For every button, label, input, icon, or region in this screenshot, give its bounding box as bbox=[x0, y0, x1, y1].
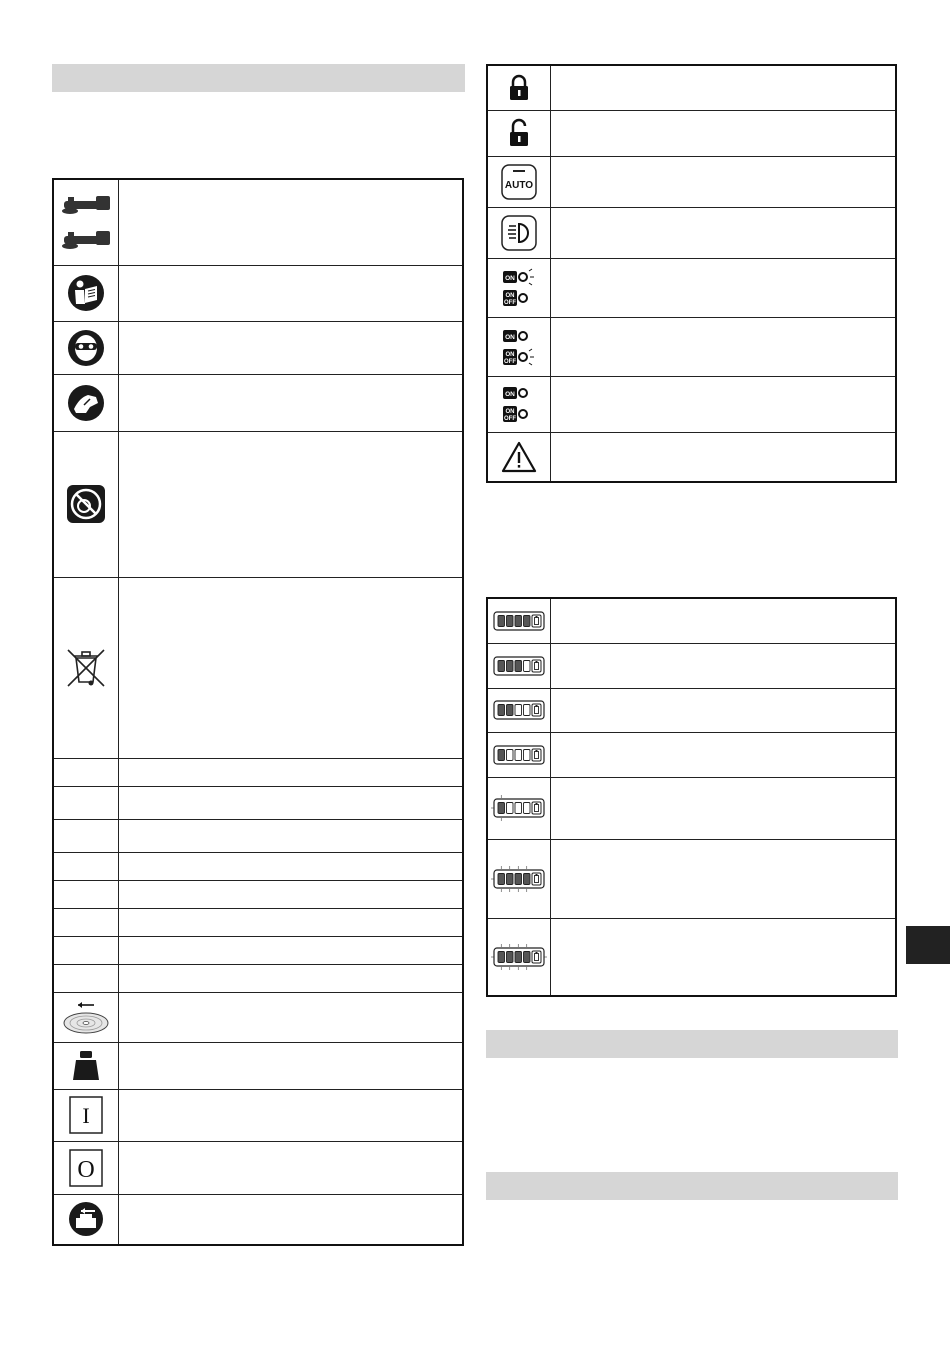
eye-protection-icon bbox=[66, 328, 106, 368]
svg-text:ON: ON bbox=[505, 409, 515, 415]
battery-level-icon bbox=[491, 695, 547, 725]
icon-cell bbox=[487, 598, 550, 643]
battery-level-icon bbox=[491, 740, 547, 770]
description-cell bbox=[550, 839, 896, 918]
table-row bbox=[53, 1089, 463, 1141]
table-row bbox=[53, 964, 463, 992]
table-row bbox=[53, 265, 463, 321]
icon-cell bbox=[53, 179, 118, 265]
table-row bbox=[487, 598, 896, 643]
description-cell bbox=[118, 1141, 463, 1194]
table-row bbox=[53, 819, 463, 852]
description-cell bbox=[118, 819, 463, 852]
description-cell bbox=[118, 936, 463, 964]
icon-cell bbox=[487, 376, 550, 432]
icon-cell bbox=[53, 819, 118, 852]
auto-button-icon bbox=[501, 164, 537, 200]
icon-cell bbox=[53, 880, 118, 908]
battery-level-icon bbox=[491, 864, 547, 894]
table-row bbox=[53, 786, 463, 819]
table-row bbox=[53, 908, 463, 936]
icon-cell bbox=[53, 374, 118, 431]
left-symbol-table bbox=[52, 178, 464, 1246]
table-row bbox=[53, 936, 463, 964]
icon-cell bbox=[53, 758, 118, 786]
description-cell bbox=[118, 758, 463, 786]
description-cell bbox=[550, 643, 896, 688]
description-cell bbox=[550, 598, 896, 643]
switch-on-icon bbox=[69, 1096, 103, 1134]
table-row bbox=[487, 65, 896, 110]
svg-text:ON: ON bbox=[505, 351, 515, 358]
battery-level-icon bbox=[491, 606, 547, 636]
battery-level-icon bbox=[491, 651, 547, 681]
icon-cell bbox=[487, 688, 550, 732]
icon-cell bbox=[487, 65, 550, 110]
icon-cell bbox=[53, 964, 118, 992]
icon-cell bbox=[53, 936, 118, 964]
table-row bbox=[487, 777, 896, 839]
description-cell bbox=[550, 432, 896, 482]
description-cell bbox=[118, 577, 463, 758]
icon-cell bbox=[53, 1141, 118, 1194]
table-row bbox=[487, 732, 896, 777]
icon-cell bbox=[487, 258, 550, 317]
description-cell bbox=[550, 65, 896, 110]
battery-level-icon bbox=[491, 793, 547, 823]
table-row bbox=[487, 918, 896, 996]
crossed-bin-icon bbox=[64, 646, 108, 690]
icon-cell bbox=[53, 431, 118, 577]
description-cell bbox=[550, 918, 896, 996]
table-row bbox=[487, 317, 896, 376]
description-cell bbox=[118, 374, 463, 431]
icon-cell bbox=[487, 110, 550, 156]
svg-text:O: O bbox=[77, 1156, 95, 1183]
svg-text:ON: ON bbox=[505, 292, 515, 299]
warning-icon bbox=[501, 441, 537, 473]
svg-text:ON: ON bbox=[504, 391, 515, 398]
lock-closed-icon bbox=[508, 74, 530, 102]
icon-cell bbox=[53, 265, 118, 321]
section-header-bar-left bbox=[52, 64, 465, 92]
svg-text:OFF: OFF bbox=[503, 416, 516, 422]
table-row bbox=[53, 852, 463, 880]
svg-text:ON: ON bbox=[504, 274, 515, 282]
indicator-on-blink-icon bbox=[499, 266, 539, 310]
no-wheel-icon bbox=[66, 484, 106, 524]
svg-text:I: I bbox=[82, 1103, 90, 1128]
icon-cell bbox=[53, 1089, 118, 1141]
icon-cell bbox=[53, 1042, 118, 1089]
icon-cell bbox=[487, 918, 550, 996]
table-row bbox=[487, 207, 896, 258]
table-row bbox=[53, 880, 463, 908]
icon-cell bbox=[53, 321, 118, 374]
svg-text:AUTO: AUTO bbox=[504, 179, 533, 191]
table-row bbox=[487, 376, 896, 432]
icon-cell bbox=[53, 577, 118, 758]
table-row bbox=[53, 179, 463, 265]
description-cell bbox=[118, 908, 463, 936]
section-header-bar-right-2 bbox=[486, 1172, 898, 1200]
svg-text:ON: ON bbox=[504, 333, 515, 341]
table-row bbox=[487, 643, 896, 688]
table-row bbox=[487, 156, 896, 207]
grinder-models-icon bbox=[56, 187, 116, 257]
svg-text:OFF: OFF bbox=[503, 358, 516, 365]
table-row bbox=[487, 110, 896, 156]
icon-cell bbox=[487, 207, 550, 258]
table-row bbox=[53, 577, 463, 758]
description-cell bbox=[550, 207, 896, 258]
table-row bbox=[487, 688, 896, 732]
icon-cell bbox=[487, 156, 550, 207]
indicator-on-off-blink-icon bbox=[499, 325, 539, 369]
description-cell bbox=[118, 964, 463, 992]
table-row bbox=[487, 432, 896, 482]
description-cell bbox=[118, 265, 463, 321]
description-cell bbox=[550, 376, 896, 432]
icon-cell bbox=[487, 839, 550, 918]
icon-cell bbox=[487, 777, 550, 839]
description-cell bbox=[118, 179, 463, 265]
table-row bbox=[53, 1194, 463, 1245]
description-cell bbox=[550, 688, 896, 732]
table-row bbox=[53, 992, 463, 1042]
icon-cell bbox=[53, 786, 118, 819]
icon-cell bbox=[53, 852, 118, 880]
indicator-on-off-icon bbox=[499, 382, 539, 426]
table-row bbox=[53, 321, 463, 374]
light-button-icon bbox=[501, 215, 537, 251]
battery-remove-icon bbox=[67, 1200, 105, 1238]
description-cell bbox=[118, 321, 463, 374]
switch-off-icon bbox=[69, 1149, 103, 1187]
description-cell bbox=[550, 777, 896, 839]
description-cell bbox=[118, 992, 463, 1042]
icon-cell bbox=[487, 432, 550, 482]
description-cell bbox=[550, 110, 896, 156]
page-side-tab bbox=[906, 926, 950, 964]
battery-level-icon bbox=[491, 942, 547, 972]
svg-text:OFF: OFF bbox=[503, 299, 516, 306]
description-cell bbox=[118, 786, 463, 819]
description-cell bbox=[118, 1194, 463, 1245]
icon-cell bbox=[53, 992, 118, 1042]
table-row bbox=[53, 1141, 463, 1194]
icon-cell bbox=[487, 643, 550, 688]
description-cell bbox=[550, 732, 896, 777]
table-row bbox=[53, 1042, 463, 1089]
icon-cell bbox=[53, 908, 118, 936]
table-row bbox=[487, 258, 896, 317]
right-battery-table bbox=[486, 597, 897, 997]
icon-cell bbox=[53, 1194, 118, 1245]
description-cell bbox=[550, 156, 896, 207]
lock-nut-icon bbox=[71, 1048, 101, 1084]
description-cell bbox=[118, 880, 463, 908]
description-cell bbox=[118, 431, 463, 577]
table-row bbox=[487, 839, 896, 918]
lock-open-icon bbox=[508, 118, 530, 148]
table-row bbox=[53, 374, 463, 431]
description-cell bbox=[118, 1089, 463, 1141]
disc-rotation-icon bbox=[60, 997, 112, 1037]
description-cell bbox=[550, 258, 896, 317]
icon-cell bbox=[487, 317, 550, 376]
icon-cell bbox=[487, 732, 550, 777]
description-cell bbox=[118, 852, 463, 880]
section-header-bar-right-1 bbox=[486, 1030, 898, 1058]
hand-protection-icon bbox=[66, 383, 106, 423]
table-row bbox=[53, 431, 463, 577]
description-cell bbox=[550, 317, 896, 376]
read-manual-icon bbox=[66, 273, 106, 313]
right-symbol-table-top bbox=[486, 64, 897, 483]
description-cell bbox=[118, 1042, 463, 1089]
table-row bbox=[53, 758, 463, 786]
